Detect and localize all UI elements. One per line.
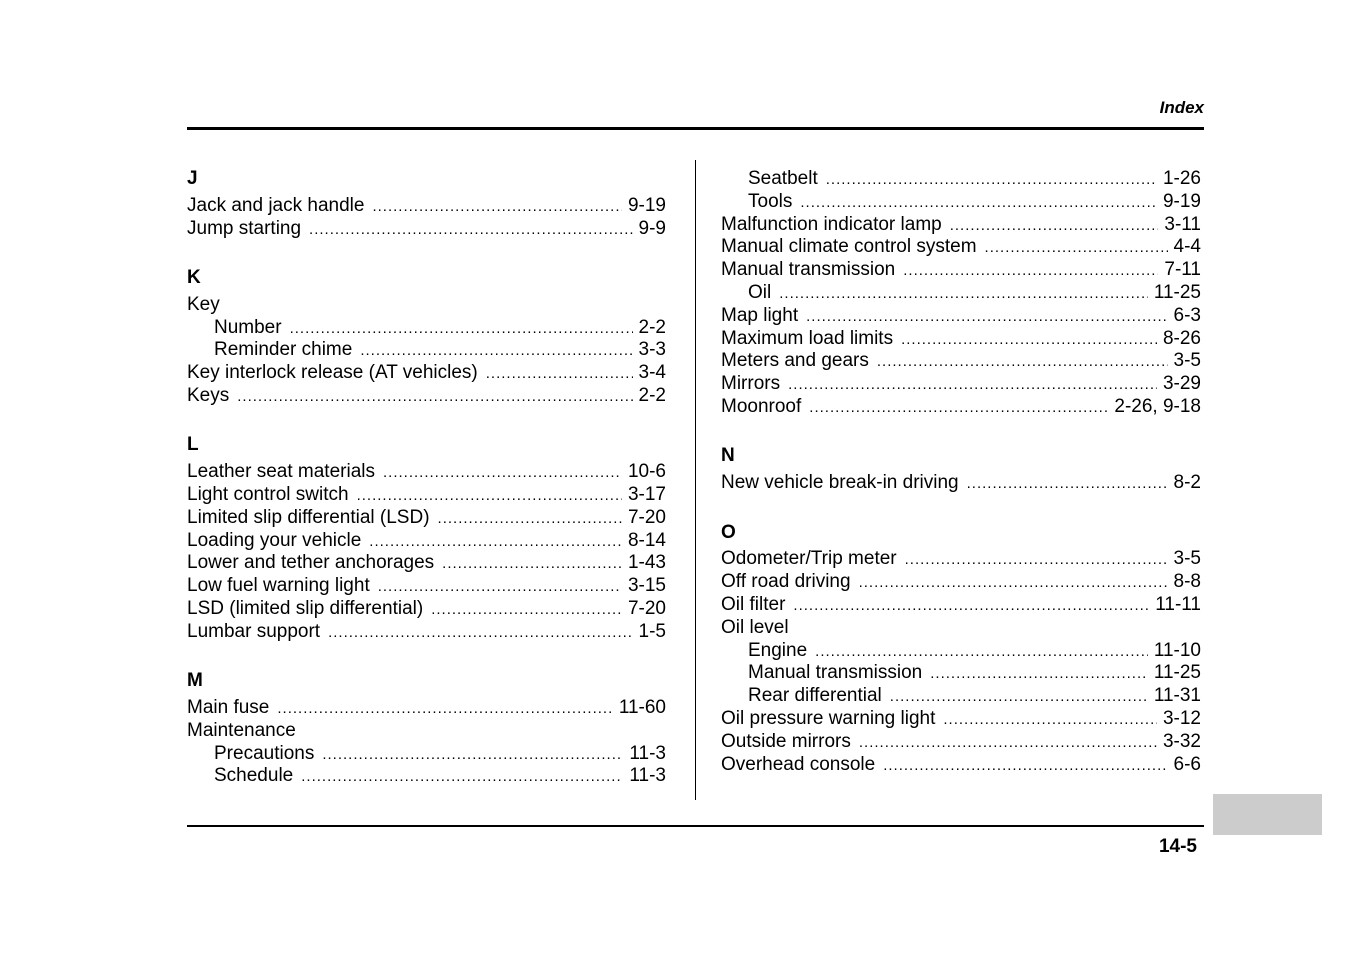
index-entry — [721, 328, 1201, 351]
index-entry — [187, 575, 666, 598]
index-term: Jack and jack handle — [187, 194, 365, 216]
index-term: Mirrors — [721, 373, 781, 395]
dot-leader — [378, 576, 622, 598]
index-page-ref: 3-3 — [638, 339, 666, 361]
dot-leader — [901, 329, 1157, 351]
dot-leader — [826, 169, 1157, 191]
index-page-ref: 6-3 — [1173, 304, 1201, 326]
index-page-ref: 1-26 — [1162, 168, 1201, 189]
index-term: Map light — [721, 304, 799, 326]
index-page-ref: 2-2 — [638, 384, 666, 406]
dot-leader — [369, 531, 622, 553]
index-entry — [721, 236, 1201, 259]
dot-leader — [859, 732, 1157, 754]
index-entry — [187, 598, 666, 621]
index-term: Maximum load limits — [721, 327, 894, 349]
index-page-ref: 4-4 — [1173, 236, 1201, 258]
index-page-ref: 10-6 — [627, 461, 666, 483]
dot-leader — [360, 340, 632, 362]
dot-leader — [877, 351, 1168, 373]
page-number: 14-5 — [1158, 836, 1197, 857]
chapter-tab — [1213, 794, 1322, 835]
dot-leader — [800, 192, 1157, 214]
index-entry — [721, 731, 1201, 754]
index-subentry — [187, 339, 666, 362]
index-entry — [721, 708, 1201, 731]
index-entry — [187, 621, 666, 644]
index-entry — [187, 720, 666, 743]
index-page-ref: 9-19 — [627, 194, 666, 216]
index-page-ref: 2-26, 9-18 — [1114, 395, 1201, 417]
index-page-ref: 3-5 — [1173, 350, 1201, 372]
dot-leader — [290, 318, 633, 340]
index-term: Lumbar support — [187, 620, 321, 642]
index-entry — [187, 484, 666, 507]
index-term: Malfunction indicator lamp — [721, 213, 942, 235]
dot-leader — [890, 686, 1148, 708]
index-letter-heading: K — [187, 266, 201, 288]
index-column-left — [187, 168, 666, 788]
index-entry — [187, 461, 666, 484]
index-page-ref: 3-11 — [1164, 213, 1201, 235]
index-term: Manual transmission — [748, 662, 923, 684]
index-page-ref: 11-31 — [1153, 685, 1201, 707]
index-term: Low fuel warning light — [187, 575, 370, 597]
index-term: Seatbelt — [748, 168, 818, 189]
index-term: Manual transmission — [721, 259, 896, 281]
index-page-ref: 3-29 — [1162, 373, 1201, 395]
index-term: Key — [187, 293, 220, 315]
index-entry — [187, 195, 666, 218]
index-term: Meters and gears — [721, 350, 869, 372]
index-page-ref: 3-5 — [1173, 548, 1201, 570]
index-page-ref: 7-11 — [1164, 259, 1201, 281]
dot-leader — [950, 215, 1159, 237]
dot-leader — [309, 219, 632, 241]
dot-leader — [438, 508, 622, 530]
dot-leader — [815, 641, 1148, 663]
index-entry — [721, 594, 1201, 617]
index-page-ref: 3-32 — [1162, 730, 1201, 752]
index-page-ref: 11-10 — [1153, 639, 1201, 661]
index-entry — [187, 507, 666, 530]
dot-leader — [328, 622, 632, 644]
index-subentry — [721, 640, 1201, 663]
section-title: Index — [1159, 98, 1204, 117]
index-page-ref: 8-26 — [1162, 327, 1201, 349]
dot-leader — [357, 485, 622, 507]
index-page-ref: 3-12 — [1162, 707, 1201, 729]
dot-leader — [967, 473, 1168, 495]
index-term: Off road driving — [721, 571, 851, 593]
index-term: Number — [214, 316, 282, 338]
index-entry — [721, 617, 1201, 640]
index-page-ref: 11-60 — [618, 696, 666, 718]
index-entry — [187, 552, 666, 575]
index-term: Limited slip differential (LSD) — [187, 506, 430, 528]
index-term: Rear differential — [748, 685, 882, 707]
index-letter-heading: N — [721, 445, 735, 467]
dot-leader — [905, 549, 1168, 571]
index-page-ref: 8-2 — [1173, 472, 1201, 494]
index-page-ref: 8-14 — [627, 529, 666, 551]
index-term: Oil pressure warning light — [721, 707, 936, 729]
index-entry — [187, 530, 666, 553]
index-term: Moonroof — [721, 395, 802, 417]
index-page-ref: 1-43 — [627, 552, 666, 574]
dot-leader — [486, 363, 633, 385]
index-term: Light control switch — [187, 483, 349, 505]
index-subentry — [721, 168, 1201, 191]
index-term: Outside mirrors — [721, 730, 851, 752]
index-subentry — [721, 191, 1201, 214]
index-entry — [721, 305, 1201, 328]
index-letter-heading: M — [187, 670, 203, 692]
index-term: Tools — [748, 190, 793, 212]
index-term: Maintenance — [187, 719, 296, 741]
dot-leader — [883, 755, 1167, 777]
index-page-ref: 9-9 — [638, 217, 666, 239]
index-page-ref: 1-5 — [638, 620, 666, 642]
index-entry — [721, 350, 1201, 373]
dot-leader — [985, 237, 1168, 259]
index-term: Keys — [187, 384, 230, 406]
index-entry — [721, 754, 1201, 777]
index-page-ref: 3-17 — [627, 483, 666, 505]
index-entry — [721, 548, 1201, 571]
index-term: Main fuse — [187, 696, 270, 718]
index-subentry — [187, 743, 666, 766]
dot-leader — [788, 374, 1157, 396]
dot-leader — [793, 595, 1149, 617]
index-entry — [721, 214, 1201, 237]
index-term: Jump starting — [187, 217, 302, 239]
index-subentry — [187, 765, 666, 788]
index-term: Schedule — [214, 765, 294, 787]
index-term: Overhead console — [721, 753, 876, 775]
index-subentry — [721, 282, 1201, 305]
index-term: LSD (limited slip differential) — [187, 597, 424, 619]
index-entry — [187, 362, 666, 385]
index-page-ref: 11-25 — [1153, 662, 1201, 684]
index-letter-heading: O — [721, 521, 736, 543]
index-page-ref: 3-15 — [627, 575, 666, 597]
index-entry — [721, 396, 1201, 419]
index-term: Oil — [748, 281, 772, 303]
footer-rule — [187, 825, 1204, 827]
index-term: Leather seat materials — [187, 461, 375, 483]
dot-leader — [237, 386, 632, 408]
index-page-ref: 11-25 — [1153, 281, 1201, 303]
dot-leader — [431, 599, 622, 621]
index-page-ref: 2-2 — [638, 316, 666, 338]
index-page-ref: 11-3 — [629, 742, 666, 764]
dot-leader — [779, 283, 1148, 305]
index-subentry — [721, 662, 1201, 685]
index-term: Reminder chime — [214, 339, 353, 361]
index-term: Precautions — [214, 742, 315, 764]
dot-leader — [383, 462, 622, 484]
index-letter-heading: L — [187, 434, 199, 456]
dot-leader — [372, 196, 622, 218]
dot-leader — [859, 572, 1168, 594]
dot-leader — [903, 260, 1158, 282]
index-page-ref: 11-11 — [1155, 593, 1201, 615]
index-entry — [187, 385, 666, 408]
index-term: Odometer/Trip meter — [721, 548, 897, 570]
index-entry — [721, 373, 1201, 396]
index-entry — [721, 472, 1201, 495]
dot-leader — [322, 744, 623, 766]
index-letter-heading: J — [187, 168, 198, 189]
index-term: Key interlock release (AT vehicles) — [187, 362, 478, 384]
index-entry — [187, 697, 666, 720]
index-page-ref: 8-8 — [1173, 571, 1201, 593]
index-entry — [721, 571, 1201, 594]
index-term: Oil filter — [721, 593, 786, 615]
index-term: Loading your vehicle — [187, 529, 362, 551]
index-page-ref: 11-3 — [629, 765, 666, 787]
index-entry — [187, 218, 666, 241]
index-term: New vehicle break-in driving — [721, 472, 959, 494]
index-column-right — [721, 168, 1201, 776]
index-page-ref: 9-19 — [1162, 190, 1201, 212]
dot-leader — [809, 397, 1108, 419]
dot-leader — [806, 306, 1167, 328]
index-entry — [187, 294, 666, 317]
index-term: Oil level — [721, 616, 789, 638]
dot-leader — [930, 663, 1148, 685]
dot-leader — [301, 766, 623, 788]
index-page-ref: 3-4 — [638, 362, 666, 384]
index-subentry — [187, 317, 666, 340]
column-divider — [695, 160, 696, 800]
index-term: Engine — [748, 639, 808, 661]
dot-leader — [943, 709, 1157, 731]
index-page-ref: 7-20 — [627, 506, 666, 528]
dot-leader — [442, 553, 622, 575]
index-term: Lower and tether anchorages — [187, 552, 435, 574]
index-subentry — [721, 685, 1201, 708]
index-page-ref: 6-6 — [1173, 753, 1201, 775]
header-rule — [187, 127, 1204, 130]
index-entry — [721, 259, 1201, 282]
index-page-ref: 7-20 — [627, 597, 666, 619]
index-term: Manual climate control system — [721, 236, 977, 258]
dot-leader — [277, 698, 612, 720]
